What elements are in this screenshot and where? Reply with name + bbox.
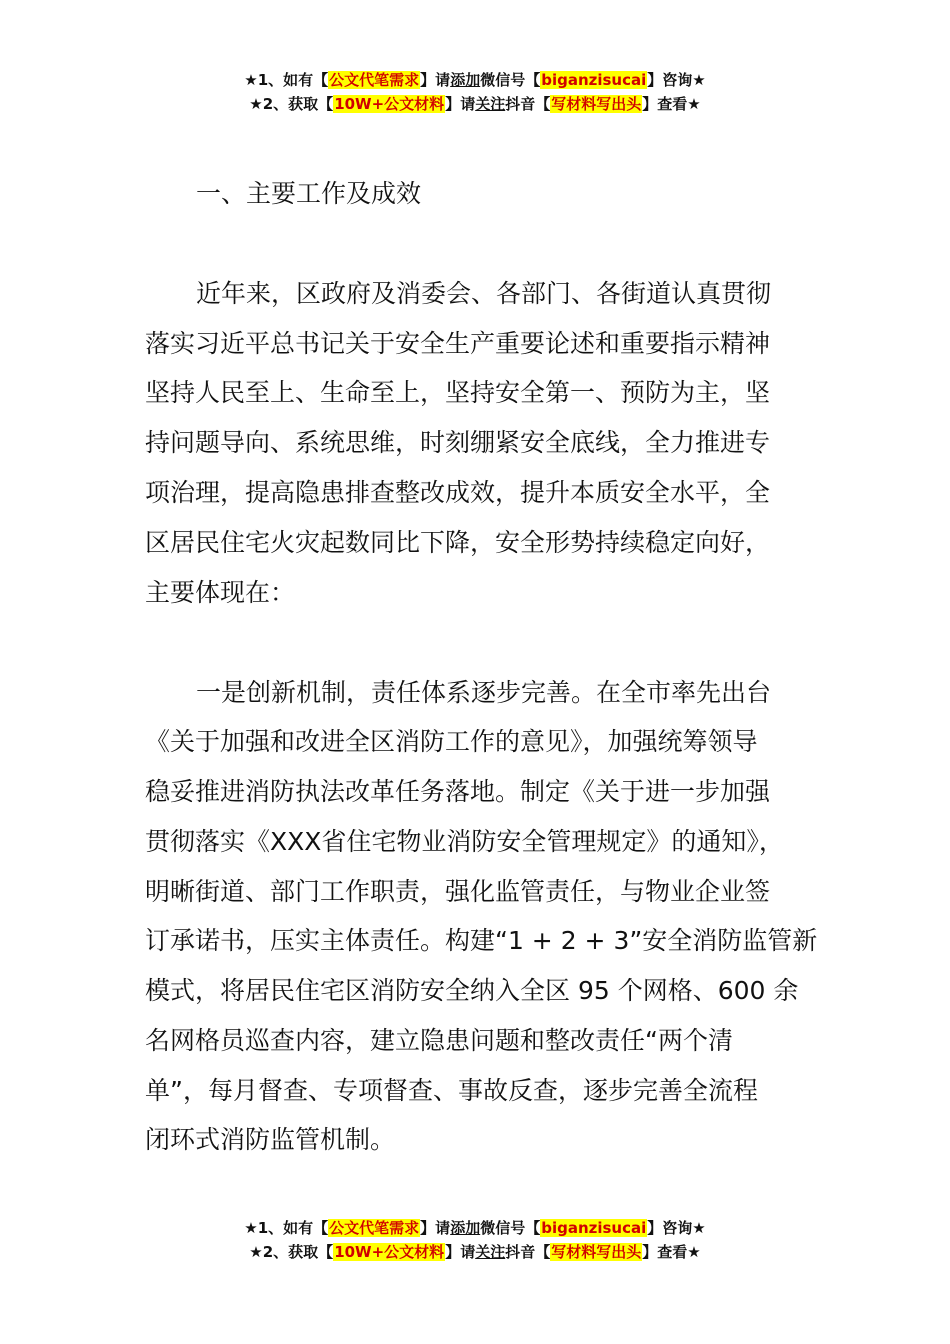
banner-text: ★2、获取【 (249, 95, 334, 113)
banner-text: 】请 (420, 71, 451, 89)
paragraph-line: 名网格员巡查内容，建立隐患问题和整改责任“两个清 (145, 1026, 733, 1055)
paragraph-line: 订承诺书，压实主体责任。构建“1 + 2 + 3”安全消防监管新 (145, 926, 818, 955)
banner-highlight: 10W+公文材料 (334, 1243, 445, 1261)
banner-line-1 (0, 68, 950, 92)
banner-text: 】请 (445, 95, 476, 113)
banner-text: 微信号【 (480, 1219, 541, 1237)
banner-text: 抖音【 (505, 95, 551, 113)
banner-text: 】请 (445, 1243, 476, 1261)
section-heading: 一、主要工作及成效 (196, 179, 422, 208)
paragraph-line: 贯彻落实《XXX省住宅物业消防安全管理规定》的通知》， (145, 827, 784, 856)
paragraph-line: 一是创新机制，责任体系逐步完善。在全市率先出台 (196, 678, 772, 707)
banner-line-1 (0, 1216, 950, 1240)
banner-text: ★2、获取【 (249, 1243, 334, 1261)
paragraph-line: 主要体现在： (145, 578, 296, 607)
paragraph-line: 项治理，提高隐患排查整改成效，提升本质安全水平，全 (145, 478, 771, 507)
banner-text: 抖音【 (505, 1243, 551, 1261)
banner-underline: 关注 (475, 1243, 506, 1261)
paragraph-line: 坚持人民至上、生命至上，坚持安全第一、预防为主，坚 (145, 378, 771, 407)
banner-underline: 关注 (475, 95, 506, 113)
banner-highlight: 写材料写出头 (551, 95, 642, 113)
banner-line-2 (0, 92, 950, 116)
banner-text: 】查看★ (642, 95, 701, 113)
banner-underline: 添加 (450, 1219, 481, 1237)
paragraph-line: 落实习近平总书记关于安全生产重要论述和重要指示精神 (145, 329, 771, 358)
banner-text: 微信号【 (480, 71, 541, 89)
banner-highlight: 10W+公文材料 (334, 95, 445, 113)
banner-highlight: biganzisucai (541, 71, 647, 89)
banner-text: 】咨询★ (647, 71, 706, 89)
paragraph-line: 《关于加强和改进全区消防工作的意见》，加强统筹领导 (145, 727, 758, 756)
paragraph-line: 稳妥推进消防执法改革任务落地。制定《关于进一步加强 (145, 777, 771, 806)
banner-text: 】请 (420, 1219, 451, 1237)
banner-text: 】咨询★ (647, 1219, 706, 1237)
banner-highlight: biganzisucai (541, 1219, 647, 1237)
paragraph-line: 单”，每月督查、专项督查、事故反查，逐步完善全流程 (145, 1076, 758, 1105)
paragraph-line: 持问题导向、系统思维，时刻绷紧安全底线，全力推进专 (145, 428, 771, 457)
banner-text: 】查看★ (642, 1243, 701, 1261)
paragraph-line: 模式，将居民住宅区消防安全纳入全区 95 个网格、600 余 (145, 976, 799, 1005)
banner-line-2 (0, 1240, 950, 1264)
top-banner (0, 68, 950, 116)
banner-underline: 添加 (450, 71, 481, 89)
banner-highlight: 写材料写出头 (551, 1243, 642, 1261)
bottom-banner (0, 1216, 950, 1264)
banner-text: ★1、如有【 (244, 1219, 329, 1237)
banner-highlight: 公文代笔需求 (329, 1219, 420, 1237)
paragraph-line: 区居民住宅火灾起数同比下降，安全形势持续稳定向好， (145, 528, 771, 557)
banner-highlight: 公文代笔需求 (329, 71, 420, 89)
banner-text: ★1、如有【 (244, 71, 329, 89)
paragraph-line: 明晰街道、部门工作职责，强化监管责任，与物业企业签 (145, 877, 771, 906)
paragraph-line: 近年来，区政府及消委会、各部门、各街道认真贯彻 (196, 279, 772, 308)
paragraph-line: 闭环式消防监管机制。 (145, 1125, 396, 1154)
